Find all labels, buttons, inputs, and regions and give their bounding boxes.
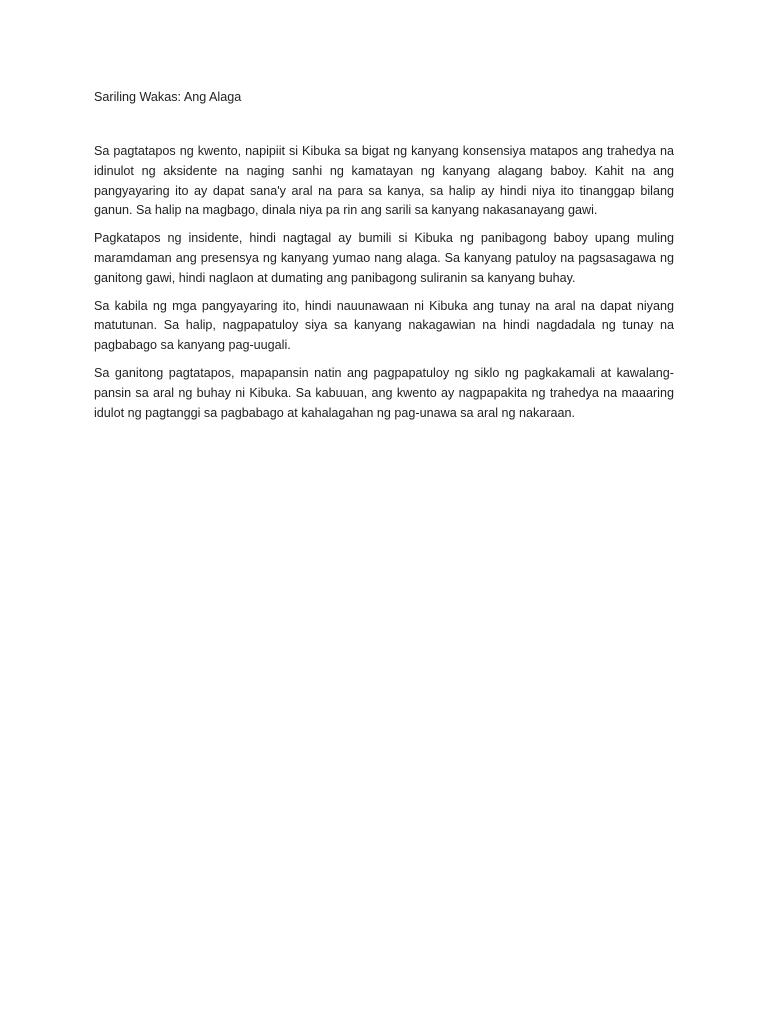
paragraph-1: Sa pagtatapos ng kwento, napipiit si Kibuka sa bigat ng kanyang konsensiya matapos ang trahedya na idinulot ng aksidente na naging sanhi ng kamatayan ng kanyang alagang baboy. Kahit na ang pangyayaring ito ay dapat sana'y aral na para sa kanya, sa halip ay hindi niya ito tinanggap bilang ganun. Sa halip na magbago, dinala niya pa rin ang sarili sa kanyang nakasanayang gawi. bbox=[94, 144, 674, 218]
document-title: Sariling Wakas: Ang Alaga bbox=[94, 90, 242, 104]
paragraph-3: Sa kabila ng mga pangyayaring ito, hindi nauunawaan ni Kibuka ang tunay na aral na dapat niyang matutunan. Sa halip, nagpapatuloy siya sa kanyang nakagawian na hindi nagdadala ng tunay na pagbabago sa kanyang pag-uugali. bbox=[94, 298, 674, 353]
document-body bbox=[94, 142, 674, 423]
paragraph-2: Pagkatapos ng insidente, hindi nagtagal ay bumili si Kibuka ng panibagong baboy upang muling maramdaman ang presensya ng kanyang yumao nang alaga. Sa kanyang patuloy na pagsasagawa ng ganitong gawi, hindi naglaon at dumating ang panibagong suliranin sa kanyang buhay. bbox=[94, 231, 674, 285]
paragraph-4: Sa ganitong pagtatapos, mapapansin natin ang pagpapatuloy ng siklo ng pagkakamali at kawalang-pansin sa aral ng buhay ni Kibuka. Sa kabuuan, ang kwento ay nagpapakita ng trahedya na maaaring idulot ng pagtanggi sa pagbabago at kahalagahan ng pag-unawa sa aral ng nakaraan. bbox=[94, 365, 674, 420]
